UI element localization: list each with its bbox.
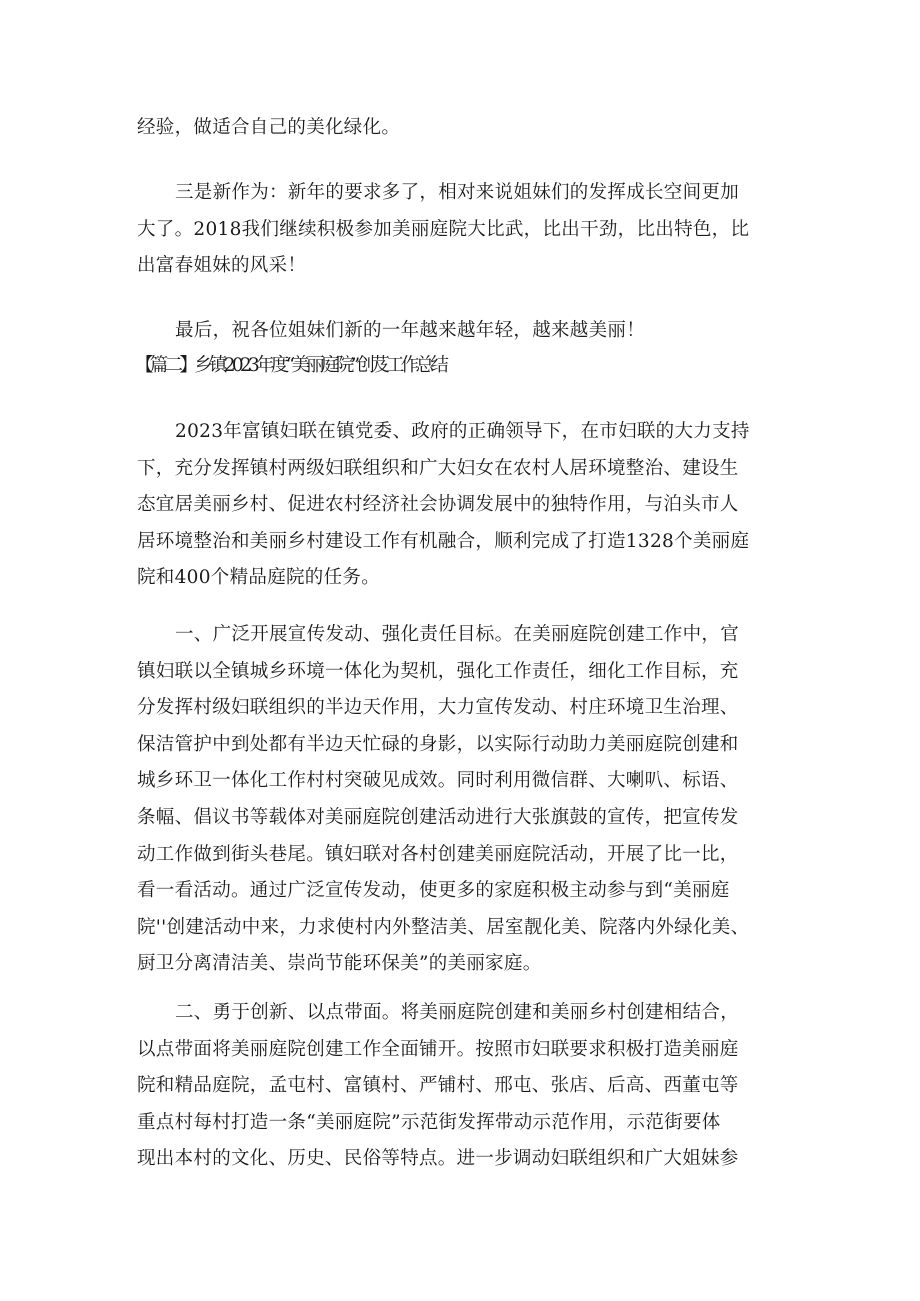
paragraph-closing bbox=[137, 313, 797, 350]
text-line: 三是新作为：新年的要求多了，相对来说姐妹们的发挥成长空间更加 bbox=[175, 182, 740, 203]
heading-text: 【篇二】乡镇2023年度“美丽庭院”创芨工作总结 bbox=[135, 355, 446, 376]
text-line: 厨卫分离清洁美、崇尚节能环保美”的美丽家庭。 bbox=[137, 953, 542, 975]
paragraph-section-one bbox=[137, 617, 797, 983]
text-line: 院和精品庭院，孟屯村、富镇村、严铺村、邢屯、张店、后高、西董屯等 bbox=[137, 1075, 739, 1097]
text-line: 现出本村的文化、历史、民俗等特点。进一步调动妇联组织和广大姐妹参 bbox=[137, 1148, 739, 1170]
text-line: 二、勇于创新、以点带面。将美丽庭院创建和美丽乡村创建相结合， bbox=[175, 1002, 740, 1023]
text-line: 条幅、倡议书等载体对美丽庭院创建活动进行大张旗鼓的宣传，把宣传发 bbox=[137, 806, 739, 828]
paragraph-intro bbox=[137, 414, 797, 597]
text-line: 经验，做适合自己的美化绿化。 bbox=[137, 117, 401, 138]
text-line: 一、广泛开展宣传发动、强化责任目标。在美丽庭院创建工作中，官 bbox=[175, 624, 740, 645]
paragraph-third-point bbox=[137, 175, 797, 285]
text-line: 镇妇联以全镇城乡环境一体化为契机，强化工作责任，细化工作目标，充 bbox=[137, 660, 739, 682]
text-line: 出富春姐妹的风采！ bbox=[137, 255, 307, 277]
text-line: 大了。2018我们继续积极参加美丽庭院大比武，比出干劲，比出特色，比 bbox=[137, 218, 750, 240]
text-line: 态宜居美丽乡村、促进农村经济社会协调发展中的独特作用，与泊头市人 bbox=[137, 494, 739, 516]
text-line: 下，充分发挥镇村两级妇联组织和广大妇女在农村人居环境整治、建设生 bbox=[137, 457, 739, 479]
text-line: 最后，祝各位姐妹们新的一年越来越年轻，越来越美丽！ bbox=[175, 320, 646, 341]
text-line: 动工作做到街头巷尾。镇妇联对各村创建美丽庭院活动，开展了比一比， bbox=[137, 843, 739, 865]
text-line: 院''创建活动中来，力求使村内外整洁美、居室靓化美、院落内外绿化美、 bbox=[137, 916, 750, 938]
section-heading bbox=[137, 348, 797, 385]
text-line: 重点村每村打造一条“美丽庭院”示范街发挥带动示范作用，示范街要体 bbox=[137, 1111, 721, 1133]
text-line: 以点带面将美丽庭院创建工作全面铺开。按照市妇联要求积极打造美丽庭 bbox=[137, 1038, 739, 1060]
paragraph-continuation bbox=[137, 110, 797, 147]
text-line: 院和400个精品庭院的任务。 bbox=[137, 567, 381, 589]
text-line: 看一看活动。通过广泛宣传发动，使更多的家庭积极主动参与到“美丽庭 bbox=[137, 880, 730, 902]
text-line: 分发挥村级妇联组织的半边天作用，大力宣传发动、村庄环境卫生治理、 bbox=[137, 697, 739, 719]
text-line: 2023年富镇妇联在镇党委、政府的正确领导下，在市妇联的大力支持 bbox=[175, 421, 750, 442]
text-line: 居环境整治和美丽乡村建设工作有机融合，顺利完成了打造1328个美丽庭 bbox=[137, 530, 750, 552]
text-line: 保洁管护中到处都有半边天忙碌的身影，以实际行动助力美丽庭院创建和 bbox=[137, 733, 739, 755]
paragraph-section-two bbox=[137, 995, 797, 1178]
text-line: 城乡环卫一体化工作村村突破见成效。同时利用微信群、大喇叭、标语、 bbox=[137, 770, 739, 792]
